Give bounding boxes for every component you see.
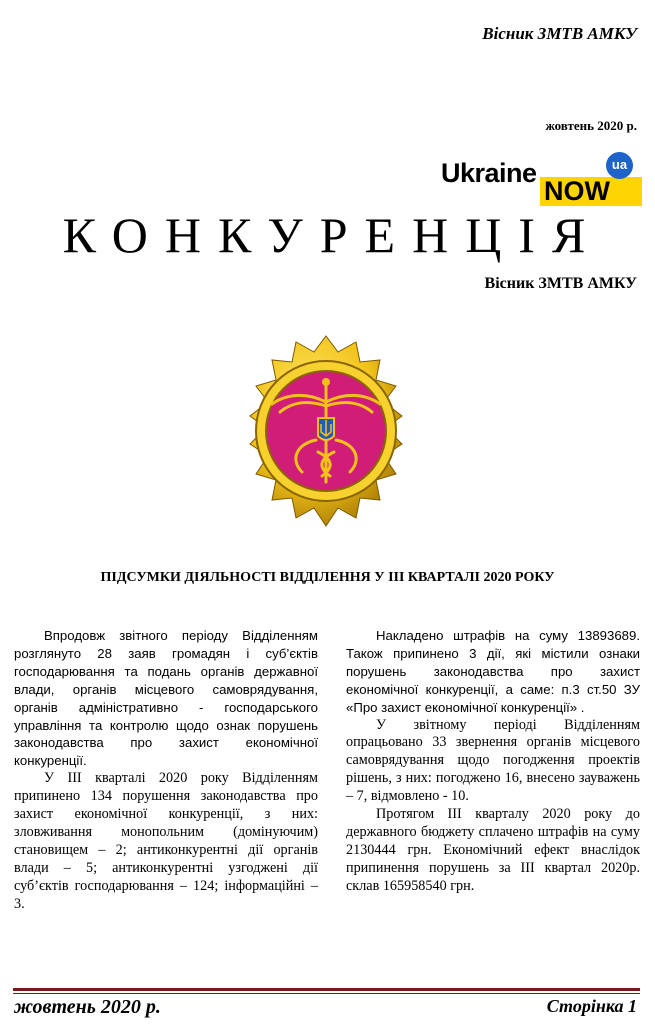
footer-rule: [13, 988, 640, 991]
body-column-left: [14, 627, 318, 914]
section-title: ПІДСУМКИ ДІЯЛЬНОСТІ ВІДДІЛЕННЯ У ІІІ КВАРТАЛІ 2020 РОКУ: [100, 570, 555, 585]
logo-ukraine-text: Ukraine: [441, 158, 537, 188]
header-date: жовтень 2020 р.: [545, 118, 637, 133]
paragraph: У звітному періоді Відділенням опрацьовано 33 звернення органів місцевого самоврядування щодо погодження проектів рішень, з них: погоджено 16, внесено зауважень – 7, відмовлено - 10.: [346, 716, 640, 805]
masthead-subtitle: Вісник ЗМТВ АМКУ: [484, 275, 637, 292]
footer-page-number: Сторінка 1: [546, 996, 637, 1016]
footer-date: жовтень 2020 р.: [14, 996, 161, 1018]
header-title: Вісник ЗМТВ АМКУ: [482, 24, 637, 43]
paragraph: Протягом ІІІ кварталу 2020 року до державного бюджету сплачено штрафів на суму 2130444 грн. Економічний ефект внаслідок припинення порушень за ІІІ квартал 2020р. склав 165958540 грн.: [346, 806, 640, 894]
logo-now-text: NOW: [544, 176, 610, 206]
paragraph: Накладено штрафів на суму 13893689. Також припинено 3 дії, які містили ознаки порушень законодавства про захист економічної конкуренції, а саме: п.3 ст.50 ЗУ «Про захист економічної конкуренції» .: [346, 628, 640, 715]
masthead-title: КОНКУРЕНЦІЯ: [62, 207, 603, 263]
paragraph: Впродовж звітного періоду Відділенням розглянуто 28 заяв громадян і суб’єктів господарювання та подань органів державної влади, органів місцевого самоврядування, органів адміністративно - господарського управління та контролю щодо ознак порушень законодавства про захист економічної конкуренції.: [14, 628, 318, 769]
footer-rule-thin: [13, 993, 640, 994]
logo-ua-badge: ua: [606, 152, 633, 179]
ukraine-now-logo: [441, 150, 636, 205]
body-column-right: [346, 627, 640, 896]
paragraph: У ІІІ кварталі 2020 року Відділенням припинено 134 порушення законодавства про захист економічної конкуренції, з них: зловживання монопольним (домінуючим) становищем – 2; антиконкурентні дії органів влади – 5; антиконкурентні узгоджені дії суб’єктів господарювання – 124; інформаційні – 3.: [14, 770, 318, 912]
amku-emblem-icon: [226, 332, 426, 532]
